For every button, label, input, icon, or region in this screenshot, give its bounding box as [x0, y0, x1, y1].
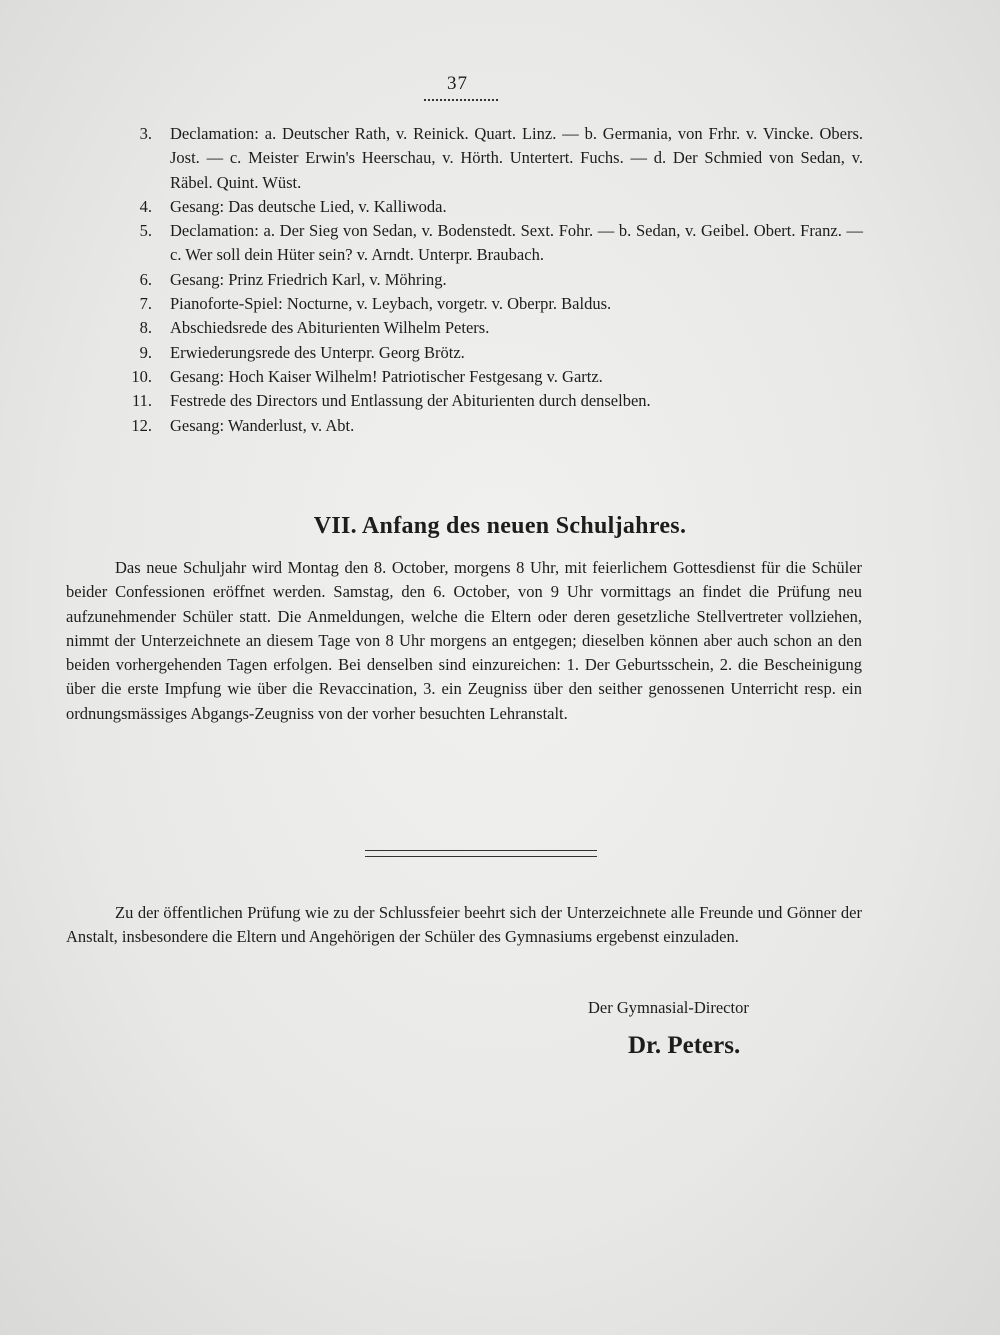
- program-item-text: Gesang: Wanderlust, v. Abt.: [170, 415, 355, 435]
- program-list: [118, 122, 863, 438]
- program-item: [118, 219, 863, 268]
- signature-role: Der Gymnasial-Director: [588, 998, 749, 1017]
- page-number-ornament: [424, 99, 498, 103]
- program-item-text: Declamation: a. Der Sieg von Sedan, v. Bodenstedt. Sext. Fohr. — b. Sedan, v. Geibel. Obert. Franz. — c. Wer soll dein Hüter sein? v. Arndt. Unterpr. Braubach.: [170, 221, 863, 265]
- program-item-number: 11.: [131, 391, 152, 411]
- section-heading: VII. Anfang des neuen Schuljahres.: [313, 513, 687, 539]
- program-item: [118, 414, 863, 438]
- program-item-text: Abschiedsrede des Abiturienten Wilhelm Peters.: [170, 318, 490, 338]
- program-item: [118, 268, 863, 292]
- program-item-number: 8.: [139, 318, 152, 338]
- program-item-text: Gesang: Prinz Friedrich Karl, v. Möhring.: [170, 269, 447, 289]
- program-item: [118, 195, 863, 219]
- program-item-number: 6.: [139, 269, 152, 289]
- program-item: [118, 292, 863, 316]
- section-divider: [365, 850, 597, 857]
- program-item-text: Erwiederungsrede des Unterpr. Georg Brötz.: [170, 342, 465, 362]
- program-item: [118, 389, 863, 413]
- school-year-paragraph: Das neue Schuljahr wird Montag den 8. October, morgens 8 Uhr, mit feierlichem Gottesdienst für die Schüler beider Confessionen eröffnet werden. Samstag, den 6. October, von 9 Uhr vormittags an findet die Prüfung neu aufzunehmender Schüler statt. Die Anmeldungen, welche die Eltern oder deren gesetzliche Stellvertreter vollziehen, nimmt der Unterzeichnete an diesem Tage von 8 Uhr morgens an entgegen; dieselben können aber auch schon an den beiden vorhergehenden Tagen erfolgen. Bei denselben sind einzureichen: 1. Der Geburtsschein, 2. die Bescheinigung über die erste Impfung wie über die Revaccination, 3. ein Zeugniss über den seither genossenen Unterricht resp. ein ordnungsmässiges Abgangs-Zeugniss von der vorher besuchten Lehranstalt.: [66, 558, 862, 723]
- program-item-number: 9.: [139, 342, 152, 362]
- program-item-number: 10.: [131, 366, 152, 386]
- program-item-number: 7.: [139, 294, 152, 314]
- page-number: 37: [447, 73, 468, 94]
- program-item: [118, 341, 863, 365]
- program-item-text: Festrede des Directors und Entlassung der Abiturienten durch denselben.: [170, 391, 651, 411]
- program-item: [118, 316, 863, 340]
- signature-name: Dr. Peters.: [628, 1032, 741, 1059]
- program-item: [118, 365, 863, 389]
- program-item: [118, 122, 863, 195]
- program-item-number: 12.: [131, 415, 152, 435]
- program-item-text: Pianoforte-Spiel: Nocturne, v. Leybach, vorgetr. v. Oberpr. Baldus.: [170, 294, 612, 314]
- program-item-text: Gesang: Hoch Kaiser Wilhelm! Patriotischer Festgesang v. Gartz.: [170, 366, 603, 386]
- program-item-number: 4.: [139, 196, 152, 216]
- program-item-number: 5.: [139, 221, 152, 241]
- program-item-text: Declamation: a. Deutscher Rath, v. Reinick. Quart. Linz. — b. Germania, von Frhr. v. Vincke. Obers. Jost. — c. Meister Erwin's Heerschau, v. Hörth. Untertert. Fuchs. — d. Der Schmied von Sedan, v. Räbel. Quint. Wüst.: [170, 124, 863, 192]
- program-item-text: Gesang: Das deutsche Lied, v. Kalliwoda.: [170, 196, 447, 216]
- program-item-number: 3.: [139, 124, 152, 143]
- invitation-paragraph: Zu der öffentlichen Prüfung wie zu der Schlussfeier beehrt sich der Unterzeichnete alle Freunde und Gönner der Anstalt, insbesondere die Eltern und Angehörigen der Schüler des Gymnasiums ergebenst einzuladen.: [66, 903, 862, 947]
